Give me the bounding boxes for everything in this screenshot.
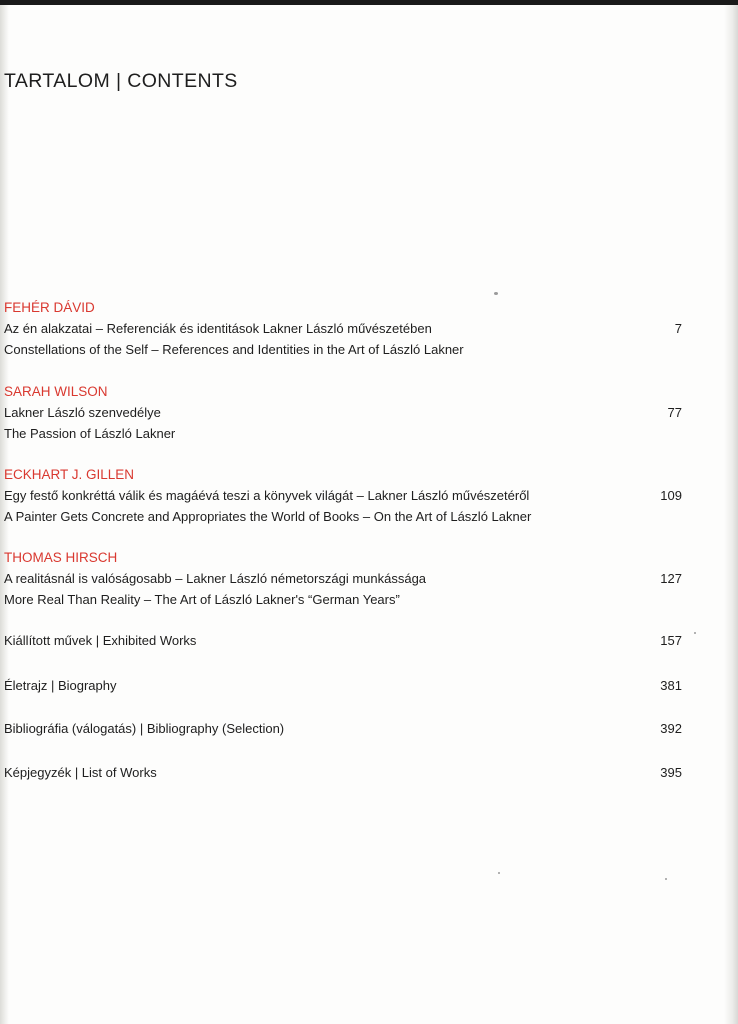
essay-en-title-row <box>4 423 694 444</box>
page-number: 109 <box>660 488 682 503</box>
essay-author: FEHÉR DÁVID <box>4 300 95 315</box>
page-number: 157 <box>660 633 682 648</box>
section-entry <box>4 630 694 651</box>
essay-entry <box>4 298 694 360</box>
essay-entry <box>4 382 694 444</box>
essay-en-title: The Passion of László Lakner <box>4 426 176 441</box>
essay-hu-title: Az én alakzatai – Referenciák és identitások Lakner László művészetében <box>4 321 432 336</box>
section-label: Képjegyzék | List of Works <box>4 765 157 780</box>
essay-en-title: A Painter Gets Concrete and Appropriates the World of Books – On the Art of László Lakner <box>4 509 532 524</box>
page-number: 395 <box>660 765 682 780</box>
essay-author: THOMAS HIRSCH <box>4 550 118 565</box>
page-title: TARTALOM | CONTENTS <box>4 70 238 92</box>
essay-entry <box>4 465 694 527</box>
section-entry <box>4 718 694 739</box>
scan-speck <box>494 292 498 295</box>
essay-en-title: Constellations of the Self – References and Identities in the Art of László Lakner <box>4 342 464 357</box>
section-entry <box>4 675 694 696</box>
section-label: Életrajz | Biography <box>4 678 117 693</box>
scan-speck <box>694 632 696 634</box>
section-label: Bibliográfia (válogatás) | Bibliography (Selection) <box>4 721 285 736</box>
essay-hu-title-row <box>4 568 694 589</box>
essay-en-title-row <box>4 339 694 360</box>
essay-hu-title: Lakner László szenvedélye <box>4 405 161 420</box>
page-number: 7 <box>674 321 682 336</box>
page-number: 392 <box>660 721 682 736</box>
page-number: 77 <box>667 405 682 420</box>
page-number: 127 <box>660 571 682 586</box>
section-entry <box>4 762 694 783</box>
essay-entry <box>4 548 694 610</box>
essay-hu-title: A realitásnál is valóságosabb – Lakner László németországi munkássága <box>4 571 427 586</box>
scan-speck <box>498 872 500 874</box>
essay-en-title-row <box>4 506 694 527</box>
section-label: Kiállított művek | Exhibited Works <box>4 633 197 648</box>
scan-top-edge <box>0 0 738 5</box>
essay-hu-title-row <box>4 485 694 506</box>
essay-hu-title-row <box>4 402 694 423</box>
scan-right-shadow <box>724 5 738 1024</box>
essay-hu-title: Egy festő konkréttá válik és magáévá teszi a könyvek világát – Lakner László művészetéről <box>4 488 530 503</box>
essay-en-title-row <box>4 589 694 610</box>
essay-hu-title-row <box>4 318 694 339</box>
essay-author: SARAH WILSON <box>4 384 108 399</box>
essay-author: ECKHART J. GILLEN <box>4 467 135 482</box>
page-number: 381 <box>660 678 682 693</box>
scan-speck <box>665 878 667 880</box>
essay-en-title: More Real Than Reality – The Art of László Lakner's “German Years” <box>4 592 400 607</box>
